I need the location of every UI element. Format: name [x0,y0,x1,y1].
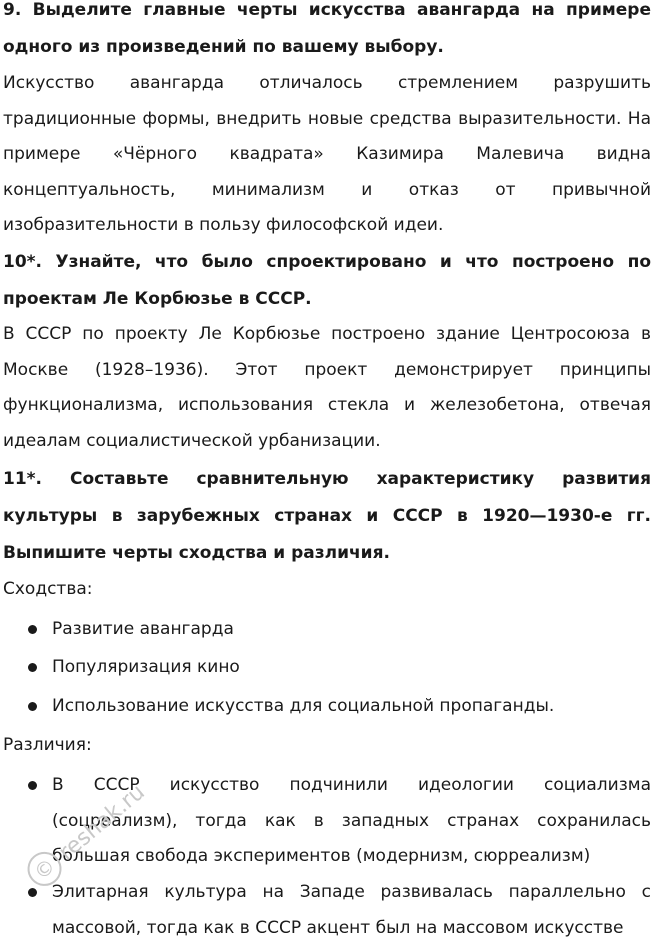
similarities-label: Сходства: [3,579,93,599]
similarity-text: Развитие авангарда [52,619,234,639]
question-11-title: 11*. Составьте сравнительную характеристику развития культуры в зарубежных странах и СССР в 1920—1930-е гг. Выпишите черты сходства и различия. [3,469,651,563]
bullet-icon [28,781,37,790]
similarity-text: Популяризация кино [52,657,240,677]
question-9-answer: Искусство авангарда отличалось стремлением разрушить традиционные формы, внедрить новые средства выразительности. На примере «Чёрного квадрата» Казимира Малевича видна концептуальность, минимализм и отказ от привычной изобразительности в пользу философской идеи. [3,73,651,235]
differences-label: Различия: [3,735,92,755]
question-10-title: 10*. Узнайте, что было спроектировано и что построено по проектам Ле Корбюзье в СССР. [3,252,651,309]
bullet-icon [28,702,37,711]
difference-text: Элитарная культура на Западе развивалась параллельно с массовой, тогда как в СССР акцент был на массовом искусстве [52,882,651,938]
similarity-item [28,689,651,725]
bullet-icon [28,663,37,672]
difference-item [28,768,651,875]
bullet-icon [28,888,37,897]
difference-text: В СССР искусство подчинили идеологии социализма (соцреализм), тогда как в западных странах сохранилась большая свобода экспериментов (модернизм, сюрреализм) [52,775,651,866]
bullet-icon [28,625,37,634]
copyright-icon: © [29,853,60,885]
similarity-item [28,612,651,648]
question-10-answer: В СССР по проекту Ле Корбюзье построено здание Центросоюза в Москве (1928–1936). Этот проект демонстрирует принципы функционализма, использования стекла и железобетона, отвечая идеалам социалистической урбанизации. [3,324,651,451]
similarity-text: Использование искусства для социальной пропаганды. [52,696,555,716]
question-9-title: 9. Выделите главные черты искусства авангарда на примере одного из произведений по вашему выбору. [3,0,651,57]
similarity-item [28,650,651,686]
watermark-text: reshak.ru [54,780,150,866]
difference-item [28,875,651,944]
